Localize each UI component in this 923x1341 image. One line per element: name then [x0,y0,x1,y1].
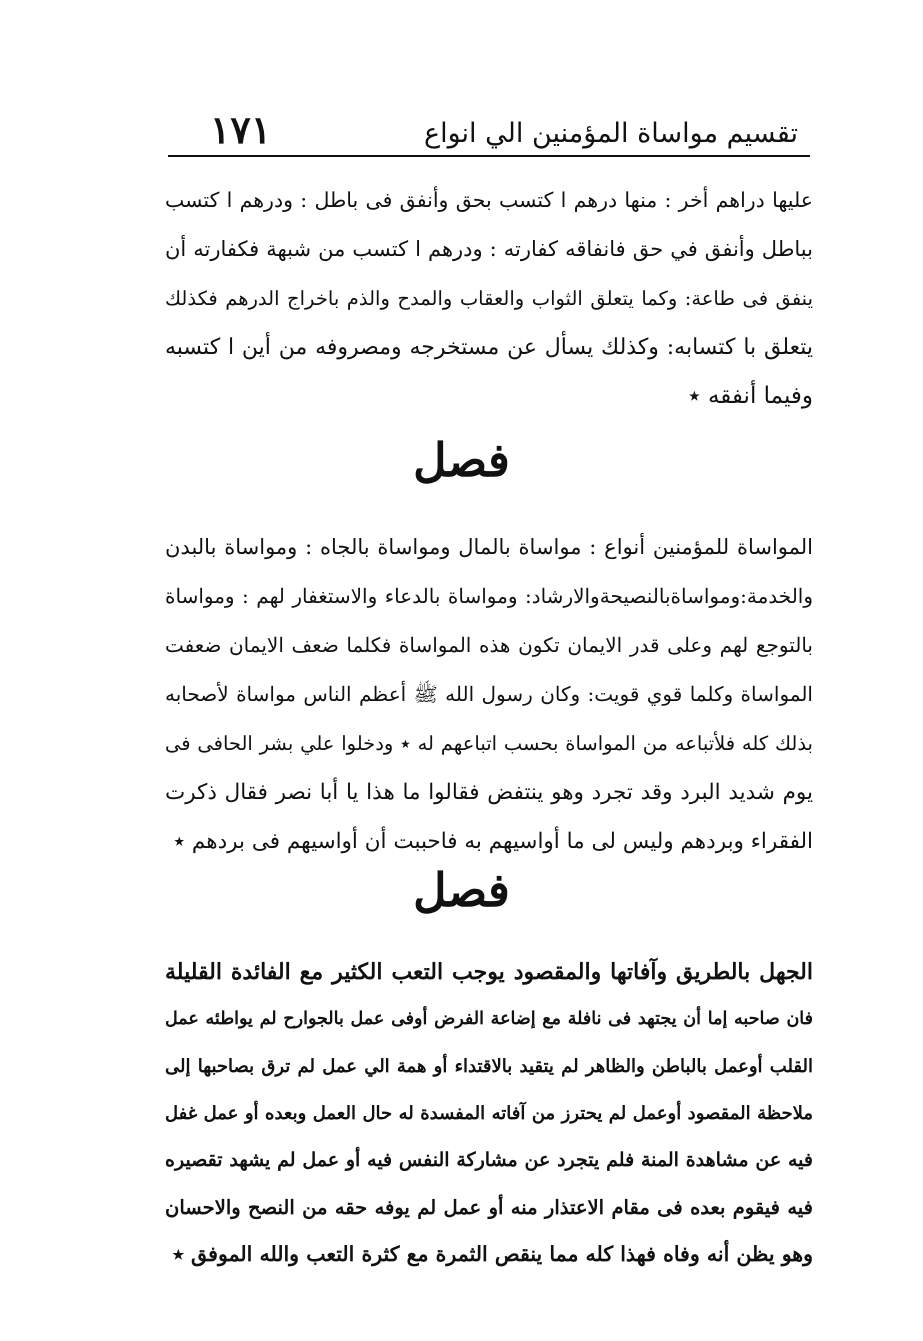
text-line: وهو يظن أنه وفاه فهذا كله مما ينقص الثمرة مع كثرة التعب والله الموفق ٭ [172,1242,813,1266]
text-line: فيه فيقوم بعده فى مقام الاعتذار منه أو عمل لم يوفه حقه من النصح والاحسان [165,1196,813,1219]
text-line: بالتوجع لهم وعلى قدر الايمان تكون هذه المواساة فكلما ضعف الايمان ضعفت [165,633,813,657]
text-line: الفقراء وبردهم وليس لى ما أواسيهم به فاحببت أن أواسيهم فى بردهم ٭ [173,829,813,854]
text-line: ملاحظة المقصود أوعمل لم يحترز من آفاته المفسدة له حال العمل وبعده أو عمل غفل [165,1103,813,1124]
text-line: المواساة وكلما قوي قويت: وكان رسول الله ﷺ أعظم الناس مواساة لأصحابه [165,682,813,706]
running-title: تقسيم مواساة المؤمنين الي انواع [423,118,798,149]
section-heading: فصل [413,433,510,487]
text-line: فيه عن مشاهدة المنة فلم يتجرد عن مشاركة النفس فيه أو عمل لم يشهد تقصيره [165,1149,813,1171]
text-line: وفيما أنفقه ٭ [688,383,813,409]
paragraph-3 [165,949,813,1278]
text-line: عليها دراهم أخر : منها درهم ا كتسب بحق وأنفق فى باطل : ودرهم ا كتسب [165,188,813,212]
text-line: والخدمة:ومواساةبالنصيحةوالارشاد: ومواساة بالدعاء والاستغفار لهم : ومواساة [165,584,813,608]
section-heading: فصل [413,863,510,917]
text-line: القلب أوعمل بالباطن والظاهر لم يتقيد بالاقتداء أو همة الي عمل لم ترق بصاحبها إلى [165,1056,813,1077]
header-divider [168,155,810,157]
page-number: ١٧١ [210,107,272,152]
text-line: بذلك كله فلأتباعه من المواساة بحسب اتباعهم له ٭ ودخلوا علي بشر الحافى فى [165,732,813,755]
paragraph-1 [165,176,813,421]
page-header [168,108,810,158]
text-line: بباطل وأنفق في حق فانفاقه كفارته : ودرهم ا كتسب من شبهة فكفارته أن [165,237,813,261]
text-line: الجهل بالطريق وآفاتها والمقصود يوجب التعب الكثير مع الفائدة القليلة [165,959,813,985]
text-line: فان صاحبه إما أن يجتهد فى نافلة مع إضاعة الفرض أوفى عمل بالجوارح لم يواطئه عمل [165,1009,813,1029]
text-line: المواساة للمؤمنين أنواع : مواساة بالمال ومواساة بالجاه : ومواساة بالبدن [165,535,813,559]
text-line: يوم شديد البرد وقد تجرد وهو ينتفض فقالوا ما هذا يا أبا نصر فقال ذكرت [165,780,813,805]
text-line: يتعلق با كتسابه: وكذلك يسأل عن مستخرجه ومصروفه من أين ا كتسبه [165,335,813,360]
paragraph-2 [165,523,813,866]
text-line: ينفق فى طاعة: وكما يتعلق الثواب والعقاب والمدح والذم باخراج الدرهم فكذلك [165,287,813,310]
